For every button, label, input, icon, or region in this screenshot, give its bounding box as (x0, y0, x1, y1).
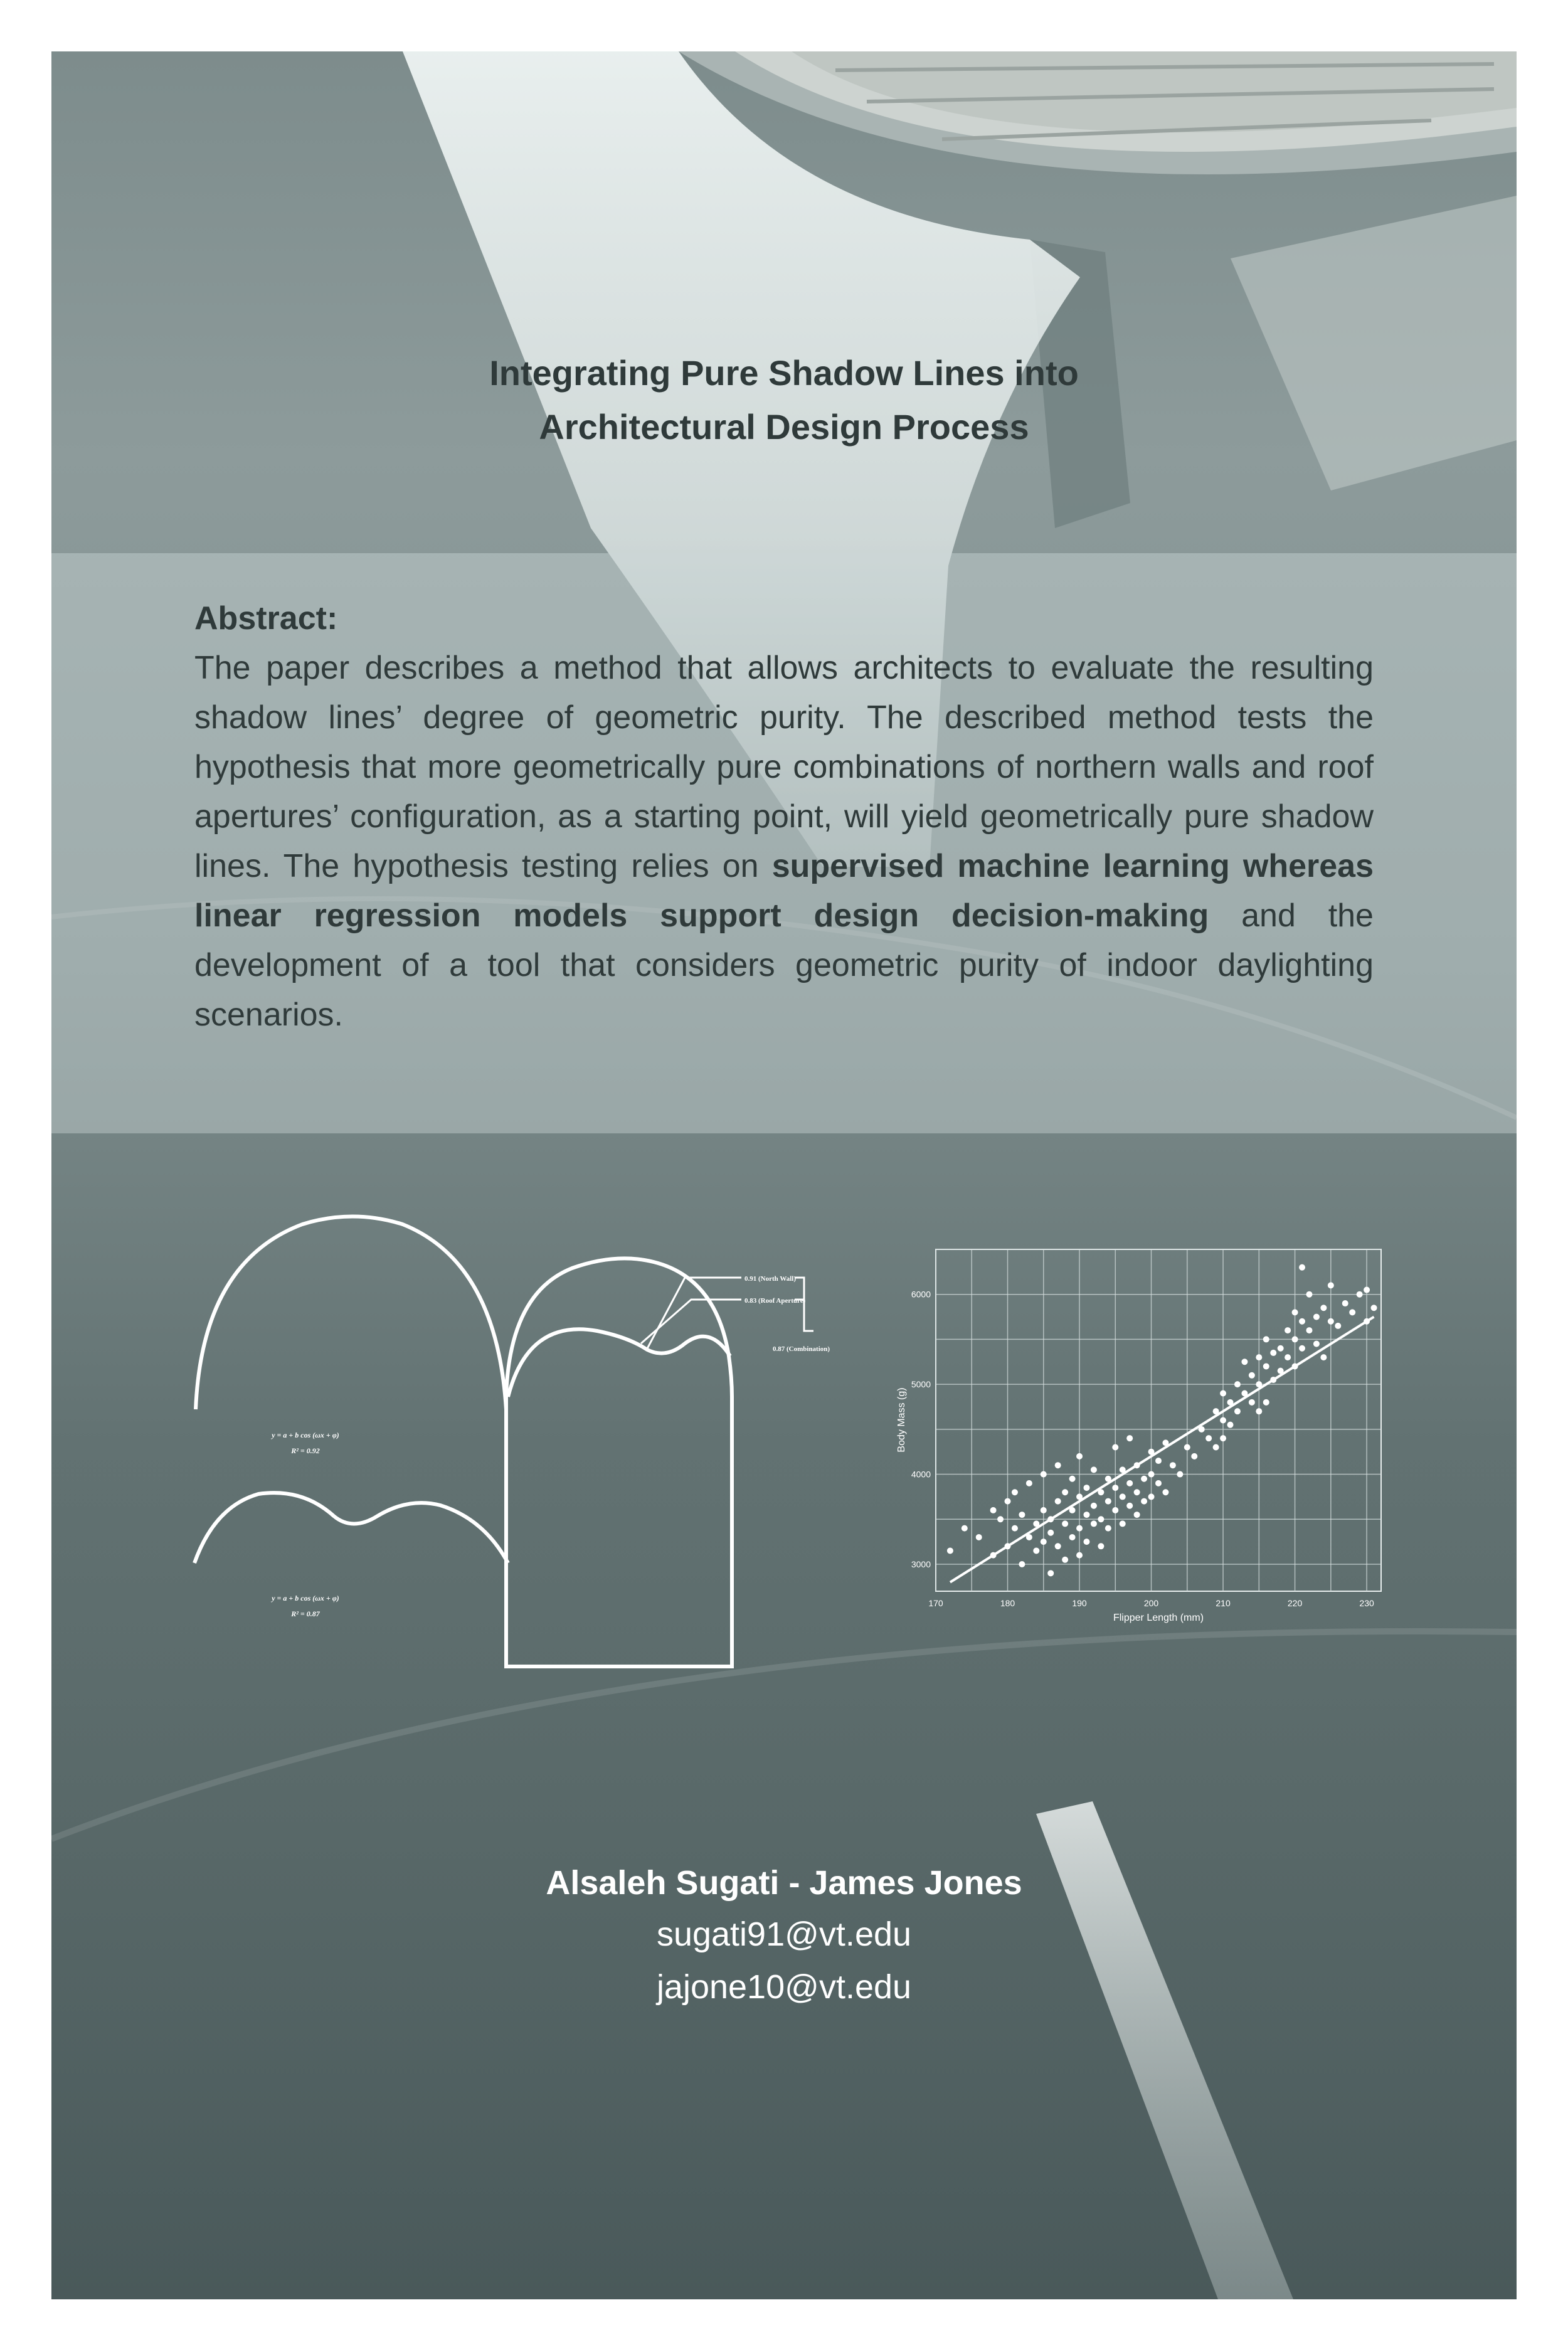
chart-point (947, 1547, 953, 1554)
chart-point (1320, 1305, 1327, 1311)
chart-x-tick-label: 230 (1359, 1598, 1374, 1608)
chart-point (1292, 1336, 1298, 1342)
chart-x-tick-label: 210 (1216, 1598, 1231, 1608)
chart-point (1306, 1327, 1312, 1333)
chart-point (1098, 1543, 1104, 1549)
chart-point (1112, 1485, 1118, 1491)
chart-point (1299, 1318, 1305, 1325)
poster (51, 51, 1517, 2299)
chart-plot-area (936, 1249, 1381, 1591)
chart-point (1069, 1534, 1076, 1540)
chart-point (1055, 1462, 1061, 1468)
chart-point (1357, 1291, 1363, 1298)
scatter-chart (896, 1249, 1381, 1623)
authors (51, 1858, 1517, 2013)
chart-point (1026, 1480, 1032, 1486)
chart-point (1249, 1399, 1255, 1406)
email-1[interactable]: sugati91@vt.edu (656, 1915, 912, 1953)
chart-point (1105, 1525, 1111, 1532)
chart-y-tick-label: 3000 (911, 1559, 931, 1569)
chart-trend-line (950, 1317, 1374, 1582)
chart-point (1105, 1498, 1111, 1505)
chart-point (1299, 1345, 1305, 1352)
chart-point (1062, 1520, 1068, 1527)
chart-point (1320, 1354, 1327, 1360)
chart-point (1342, 1300, 1348, 1306)
chart-point (1313, 1341, 1320, 1347)
chart-point (1155, 1458, 1162, 1464)
chart-point (1349, 1309, 1355, 1315)
chart-point (1041, 1539, 1047, 1545)
chart-point (1162, 1489, 1168, 1495)
chart-point (1241, 1359, 1248, 1365)
chart-point (1091, 1466, 1097, 1473)
title-line-1: Integrating Pure Shadow Lines into (489, 353, 1079, 393)
fig2-label-combination: 0.87 (Combination) (773, 1345, 830, 1353)
chart-point (1184, 1444, 1190, 1451)
chart-x-tick-label: 180 (1000, 1598, 1015, 1608)
chart-point (1055, 1498, 1061, 1505)
chart-x-tick-label: 200 (1143, 1598, 1159, 1608)
chart-point (1062, 1489, 1068, 1495)
chart-point (1120, 1493, 1126, 1500)
chart-x-tick-label: 170 (928, 1598, 943, 1608)
chart-point (1041, 1507, 1047, 1513)
chart-point (1177, 1471, 1183, 1478)
chart-point (1263, 1363, 1269, 1369)
chart-point (1076, 1453, 1083, 1459)
abstract-heading: Abstract: (194, 600, 338, 637)
chart-point (1019, 1512, 1025, 1518)
chart-point (1126, 1480, 1133, 1486)
chart-point (1335, 1323, 1341, 1329)
chart-point (1285, 1354, 1291, 1360)
fig1-r2-1: R² = 0.92 (291, 1446, 320, 1455)
fig1-arch-curve (196, 1217, 506, 1410)
chart-point (990, 1507, 997, 1513)
chart-point (1234, 1408, 1241, 1414)
chart-point (1120, 1520, 1126, 1527)
chart-point (1213, 1444, 1219, 1451)
chart-point (1313, 1314, 1320, 1320)
abstract-text-start: The paper describes a method that allows architects to evaluate the resulting shadow lines’ degree of geometric purity. The described method tests the hypothesis that more geometrically pure combinations of northern walls and roof apertures’ configuration, as a starting point, will yield geometrically pure shadow lines. The hypothesis testing relies on (194, 650, 1374, 884)
chart-point (1205, 1435, 1212, 1441)
chart-point (1112, 1507, 1118, 1513)
fig2-label-north-wall: 0.91 (North Wall) (744, 1275, 796, 1283)
fig1-equation-1: y = a + b cos (ωx + φ) (272, 1431, 339, 1439)
chart-y-tick-label: 6000 (911, 1289, 931, 1300)
chart-point (1012, 1489, 1018, 1495)
chart-point (1234, 1381, 1241, 1387)
chart-x-tick-label: 190 (1072, 1598, 1087, 1608)
fig1-wave-curve (194, 1493, 508, 1563)
chart-point (1220, 1435, 1226, 1441)
abstract-text-end: and the development of a tool that considers geometric purity of indoor daylighting scenarios. (194, 898, 1374, 1033)
chart-point (1098, 1516, 1104, 1522)
chart-point (1220, 1417, 1226, 1424)
chart-point (1148, 1493, 1155, 1500)
title-line-2: Architectural Design Process (539, 407, 1029, 447)
chart-point (976, 1534, 982, 1540)
chart-point (1292, 1309, 1298, 1315)
chart-point (1047, 1570, 1054, 1576)
chart-point (1083, 1485, 1089, 1491)
chart-point (1364, 1287, 1370, 1293)
chart-point (1141, 1476, 1147, 1482)
chart-point (1148, 1471, 1155, 1478)
chart-point (1227, 1422, 1234, 1428)
chart-point (1083, 1539, 1089, 1545)
chart-point (1249, 1372, 1255, 1379)
chart-point (1041, 1471, 1047, 1478)
chart-point (1278, 1345, 1284, 1352)
chart-point (1328, 1318, 1334, 1325)
chart-point (1019, 1561, 1025, 1567)
chart-point (1220, 1390, 1226, 1396)
chart-point (1170, 1462, 1176, 1468)
chart-point (1134, 1489, 1140, 1495)
chart-point (1371, 1305, 1377, 1311)
chart-point (1091, 1520, 1097, 1527)
chart-point (1033, 1547, 1039, 1554)
chart-point (1328, 1282, 1334, 1288)
email-2[interactable]: jajone10@vt.edu (656, 1968, 912, 2006)
chart-point (1263, 1399, 1269, 1406)
chart-point (961, 1525, 968, 1532)
chart-y-tick-label: 4000 (911, 1469, 931, 1480)
fig1-r2-2: R² = 0.87 (291, 1609, 320, 1618)
chart-point (1256, 1408, 1262, 1414)
chart-point (1155, 1480, 1162, 1486)
chart-point (1256, 1354, 1262, 1360)
chart-point (1012, 1525, 1018, 1532)
chart-point (1285, 1327, 1291, 1333)
chart-point (1270, 1350, 1276, 1356)
chart-point (1306, 1291, 1312, 1298)
chart-y-label: Body Mass (g) (896, 1387, 907, 1453)
chart-point (1005, 1498, 1011, 1505)
chart-point (1076, 1552, 1083, 1559)
chart-point (1091, 1503, 1097, 1509)
chart-point (1076, 1525, 1083, 1532)
chart-point (1126, 1503, 1133, 1509)
chart-x-label: Flipper Length (mm) (1113, 1613, 1204, 1623)
chart-x-tick-label: 220 (1287, 1598, 1303, 1608)
chart-point (997, 1516, 1004, 1522)
chart-point (1141, 1498, 1147, 1505)
chart-point (1112, 1444, 1118, 1451)
author-names: Alsaleh Sugati - James Jones (546, 1864, 1022, 1902)
fig2-roof-aperture-curve (508, 1329, 730, 1397)
chart-point (1047, 1530, 1054, 1536)
fig2-label-roof-aperture: 0.83 (Roof Aperture) (744, 1297, 806, 1305)
chart-point (1191, 1453, 1197, 1459)
fig1-equation-2: y = a + b cos (ωx + φ) (272, 1594, 339, 1602)
chart-point (1083, 1512, 1089, 1518)
chart-point (1055, 1543, 1061, 1549)
chart-point (1062, 1557, 1068, 1563)
chart-point (1069, 1476, 1076, 1482)
chart-y-tick-label: 5000 (911, 1379, 931, 1390)
chart-point (1134, 1512, 1140, 1518)
abstract-text-bold: supervised machine learning whereas linear regression models support design decision-making (194, 848, 1374, 934)
fig2-wall-outline (506, 1258, 732, 1666)
chart-point (1263, 1336, 1269, 1342)
chart-point (1299, 1264, 1305, 1271)
chart-point (1126, 1435, 1133, 1441)
